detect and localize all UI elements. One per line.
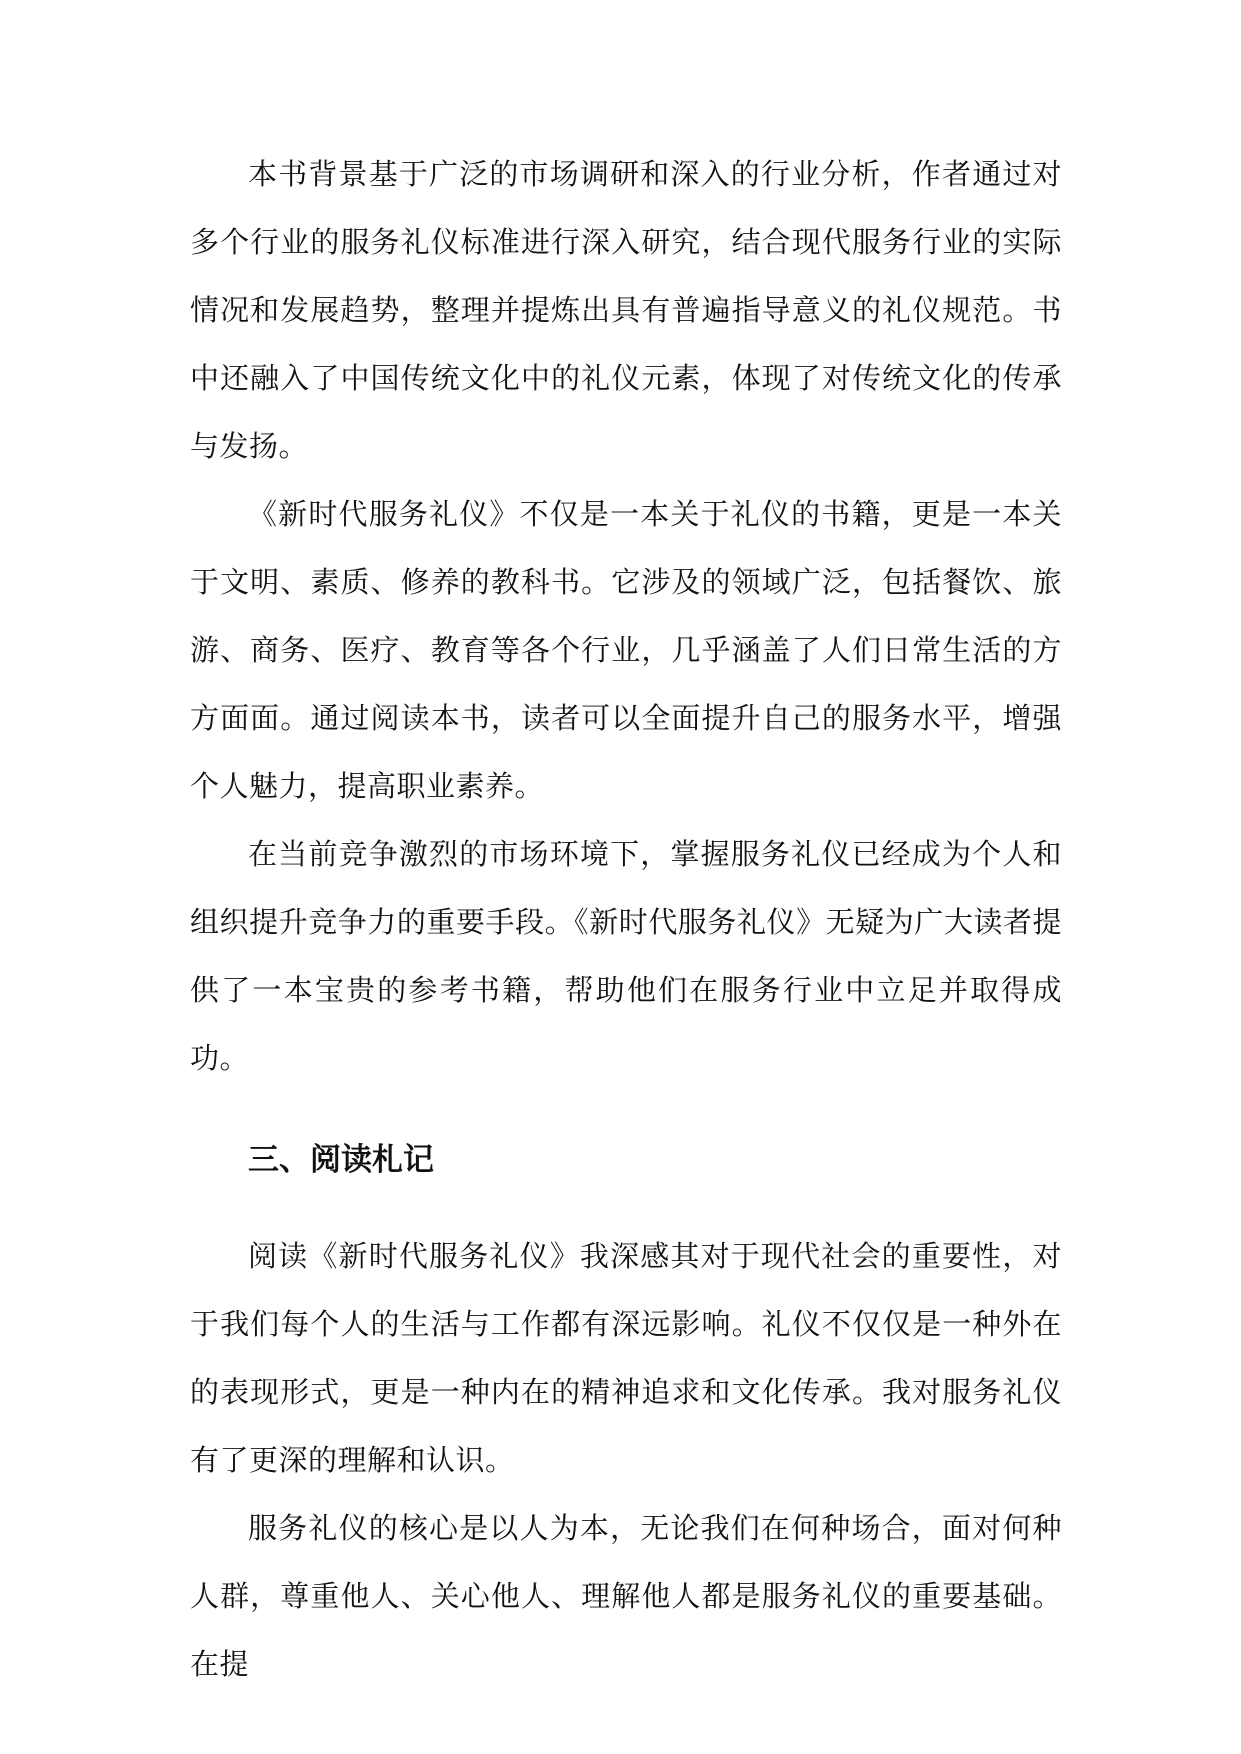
paragraph-reading-notes-2: 服务礼仪的核心是以人为本，无论我们在何种场合，面对何种人群，尊重他人、关心他人、理解他人都是服务礼仪的重要基础。在提 (190, 1511, 1062, 1681)
paragraph-book-background: 本书背景基于广泛的市场调研和深入的行业分析，作者通过对多个行业的服务礼仪标准进行深入研究，结合现代服务行业的实际情况和发展趋势，整理并提炼出具有普遍指导意义的礼仪规范。书中还融入了中国传统文化中的礼仪元素，体现了对传统文化的传承与发扬。 (190, 157, 1062, 463)
paragraph-reading-notes-1: 阅读《新时代服务礼仪》我深感其对于现代社会的重要性，对于我们每个人的生活与工作都有深远影响。礼仪不仅仅是一种外在的表现形式，更是一种内在的精神追求和文化传承。我对服务礼仪有了更深的理解和认识。 (190, 1239, 1062, 1477)
spacer (190, 1092, 1062, 1130)
section-heading: 三、阅读札记 (248, 1142, 434, 1178)
paragraph-book-scope: 《新时代服务礼仪》不仅是一本关于礼仪的书籍，更是一本关于文明、素质、修养的教科书。它涉及的领域广泛，包括餐饮、旅游、商务、医疗、教育等各个行业，几乎涵盖了人们日常生活的方方面面。通过阅读本书，读者可以全面提升自己的服务水平，增强个人魅力，提高职业素养。 (190, 497, 1062, 803)
spacer (190, 1190, 1062, 1222)
document-page (190, 140, 1062, 1698)
paragraph-competition: 在当前竞争激烈的市场环境下，掌握服务礼仪已经成为个人和组织提升竞争力的重要手段。《新时代服务礼仪》无疑为广大读者提供了一本宝贵的参考书籍，帮助他们在服务行业中立足并取得成功。 (190, 837, 1062, 1075)
